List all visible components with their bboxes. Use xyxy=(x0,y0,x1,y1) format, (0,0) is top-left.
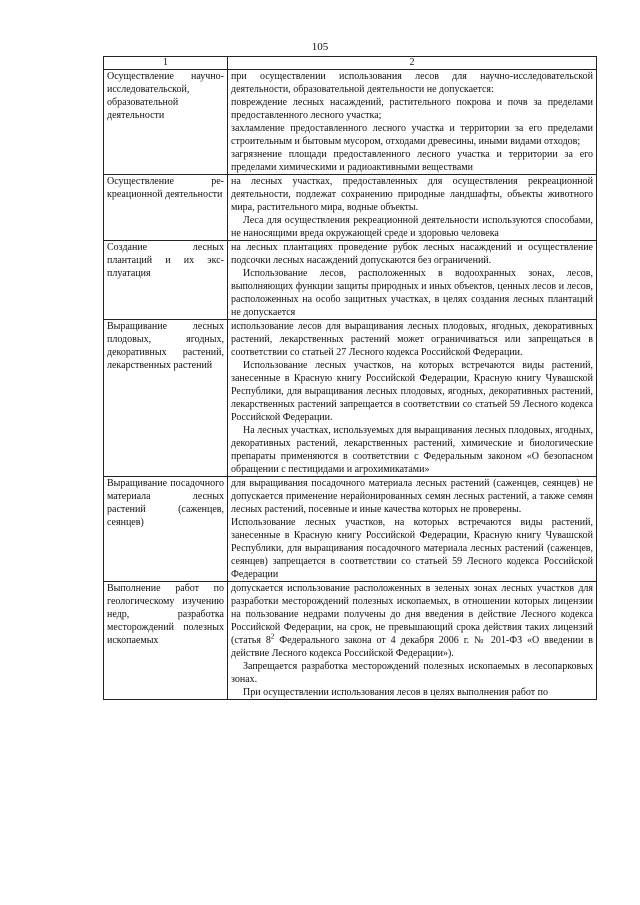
rule-text-tail: Федерального закона от 4 декабря 2006 г. № 201-ФЗ «О введении в действие Лесного кодекса Российской Федерации»). xyxy=(231,635,593,659)
rules-cell xyxy=(228,477,597,582)
rule-paragraph: загрязнение площади предоставленного лесного участка и территории за его пределами химическими и радиоактивными веществами xyxy=(231,149,593,173)
rule-paragraph: повреждение лесных насаждений, растительного покрова и почв за пределами предоставленного лесного участка; xyxy=(231,97,593,121)
article-superscript: 2 xyxy=(270,632,275,641)
rule-paragraph: Леса для осуществления рекреационной деятельности используются способами, не наносящими вреда окружающей среде и здоровью человека xyxy=(231,215,593,239)
rule-paragraph: захламление предоставленного лесного участка и территории за его пределами строительным и бытовым мусором, отходами древесины, иными видами отходов; xyxy=(231,123,593,147)
rule-paragraph: При осуществлении использования лесов в целях выполнения работ по xyxy=(243,687,548,698)
rules-cell xyxy=(228,241,597,320)
table-row xyxy=(104,477,597,582)
rule-text: допускается использование расположенных в зеленых зонах лесных участков для разработки месторождений полезных ископаемых, в отношении которых лицензии на пользование недрами получены до дня введения в действие Лесного кодекса Российской Федерации, на срок, не превышающий срока действия таких лицензий (статья 8 xyxy=(231,583,593,646)
page-number: 105 xyxy=(311,41,329,53)
rule-paragraph: при осуществлении использования лесов для научно-исследовательской деятельности, образовательной деятельности не допускается: xyxy=(231,71,593,95)
activity-cell: Выращивание посадочного материала лесных растений (саженцев, сеянцев) xyxy=(104,477,228,582)
activity-cell: Осуществление рекреационной деятельности xyxy=(104,175,228,241)
rule-paragraph: Использование лесных участков, на которых встречаются виды растений, занесенные в Красную книгу Российской Федерации, Красную книгу Чувашской Республики, для выращивания лесных плодовых, ягодных, декоративных растений, лекарственных растений запрещается в соответствии со статьей 59 Лесного кодекса Российской Федерации. xyxy=(231,360,593,423)
rule-paragraph: Использование лесных участков, на которых встречаются виды растений, занесенные в Красную книгу Российской Федерации, Красную книгу Чувашской Республики, для выращивания посадочного материала лесных растений (саженцев, сеянцев) запрещается в соответствии со статьей 59 Лесного кодекса Российской Федерации xyxy=(231,517,593,580)
rule-paragraph: использование лесов для выращивания лесных плодовых, ягодных, декоративных растений, лекарственных растений может ограничиваться или запрещаться в соответствии со статьей 27 Лесного кодекса Российской Федерации. xyxy=(231,321,593,358)
rules-cell xyxy=(228,70,597,175)
activity-cell: Выращивание лесных плодовых, ягодных, декоративных растений, лекарственных растений xyxy=(104,320,228,477)
rule-paragraph: Использование лесов, расположенных в водоохранных зонах, лесов, выполняющих функции защиты природных и иных объектов, ценных лесов и лесов, расположенных на особо защитных участках, в целях создания лесных плантаций не допускается xyxy=(231,268,593,318)
table-row xyxy=(104,320,597,477)
rule-paragraph: Запрещается разработка месторождений полезных ископаемых в лесопарковых зонах. xyxy=(231,661,593,685)
rule-paragraph: На лесных участках, используемых для выращивания лесных плодовых, ягодных, декоративных растений, лекарственных растений, химические и биологические препараты применяются в соответствии с Федеральным законом «О безопасном обращении с пестицидами и агрохимикатами» xyxy=(231,425,593,475)
rules-cell xyxy=(228,582,597,700)
rule-paragraph: на лесных участках, предоставленных для осуществления рекреационной деятельности, подлежат сохранению природные ландшафты, объекты животного мира, растительного мира, водные объекты. xyxy=(231,176,593,213)
table-row xyxy=(104,175,597,241)
column-header-1: 1 xyxy=(104,57,228,70)
rules-cell xyxy=(228,175,597,241)
rule-paragraph xyxy=(231,582,593,660)
activity-cell: Осуществление научно-исследовательской, образовательной деятельности xyxy=(104,70,228,175)
table-header-row xyxy=(104,57,597,70)
forest-use-table xyxy=(103,56,597,700)
rule-paragraph: для выращивания посадочного материала лесных растений (саженцев, сеянцев) не допускается применение нерайонированных семян лесных растений, а также семян лесных растений, посевные и иные качества которых не проверены. xyxy=(231,478,593,515)
rules-cell xyxy=(228,320,597,477)
column-header-2: 2 xyxy=(228,57,597,70)
activity-cell: Создание лесных плантаций и их эксплуатация xyxy=(104,241,228,320)
activity-cell: Выполнение работ по геологическому изучению недр, разработка месторождений полезных ископаемых xyxy=(104,582,228,700)
table-row xyxy=(104,582,597,700)
table-row xyxy=(104,70,597,175)
table-row xyxy=(104,241,597,320)
rule-paragraph: на лесных плантациях проведение рубок лесных насаждений и осуществление подсочки лесных насаждений допускаются без ограничений. xyxy=(231,242,593,266)
